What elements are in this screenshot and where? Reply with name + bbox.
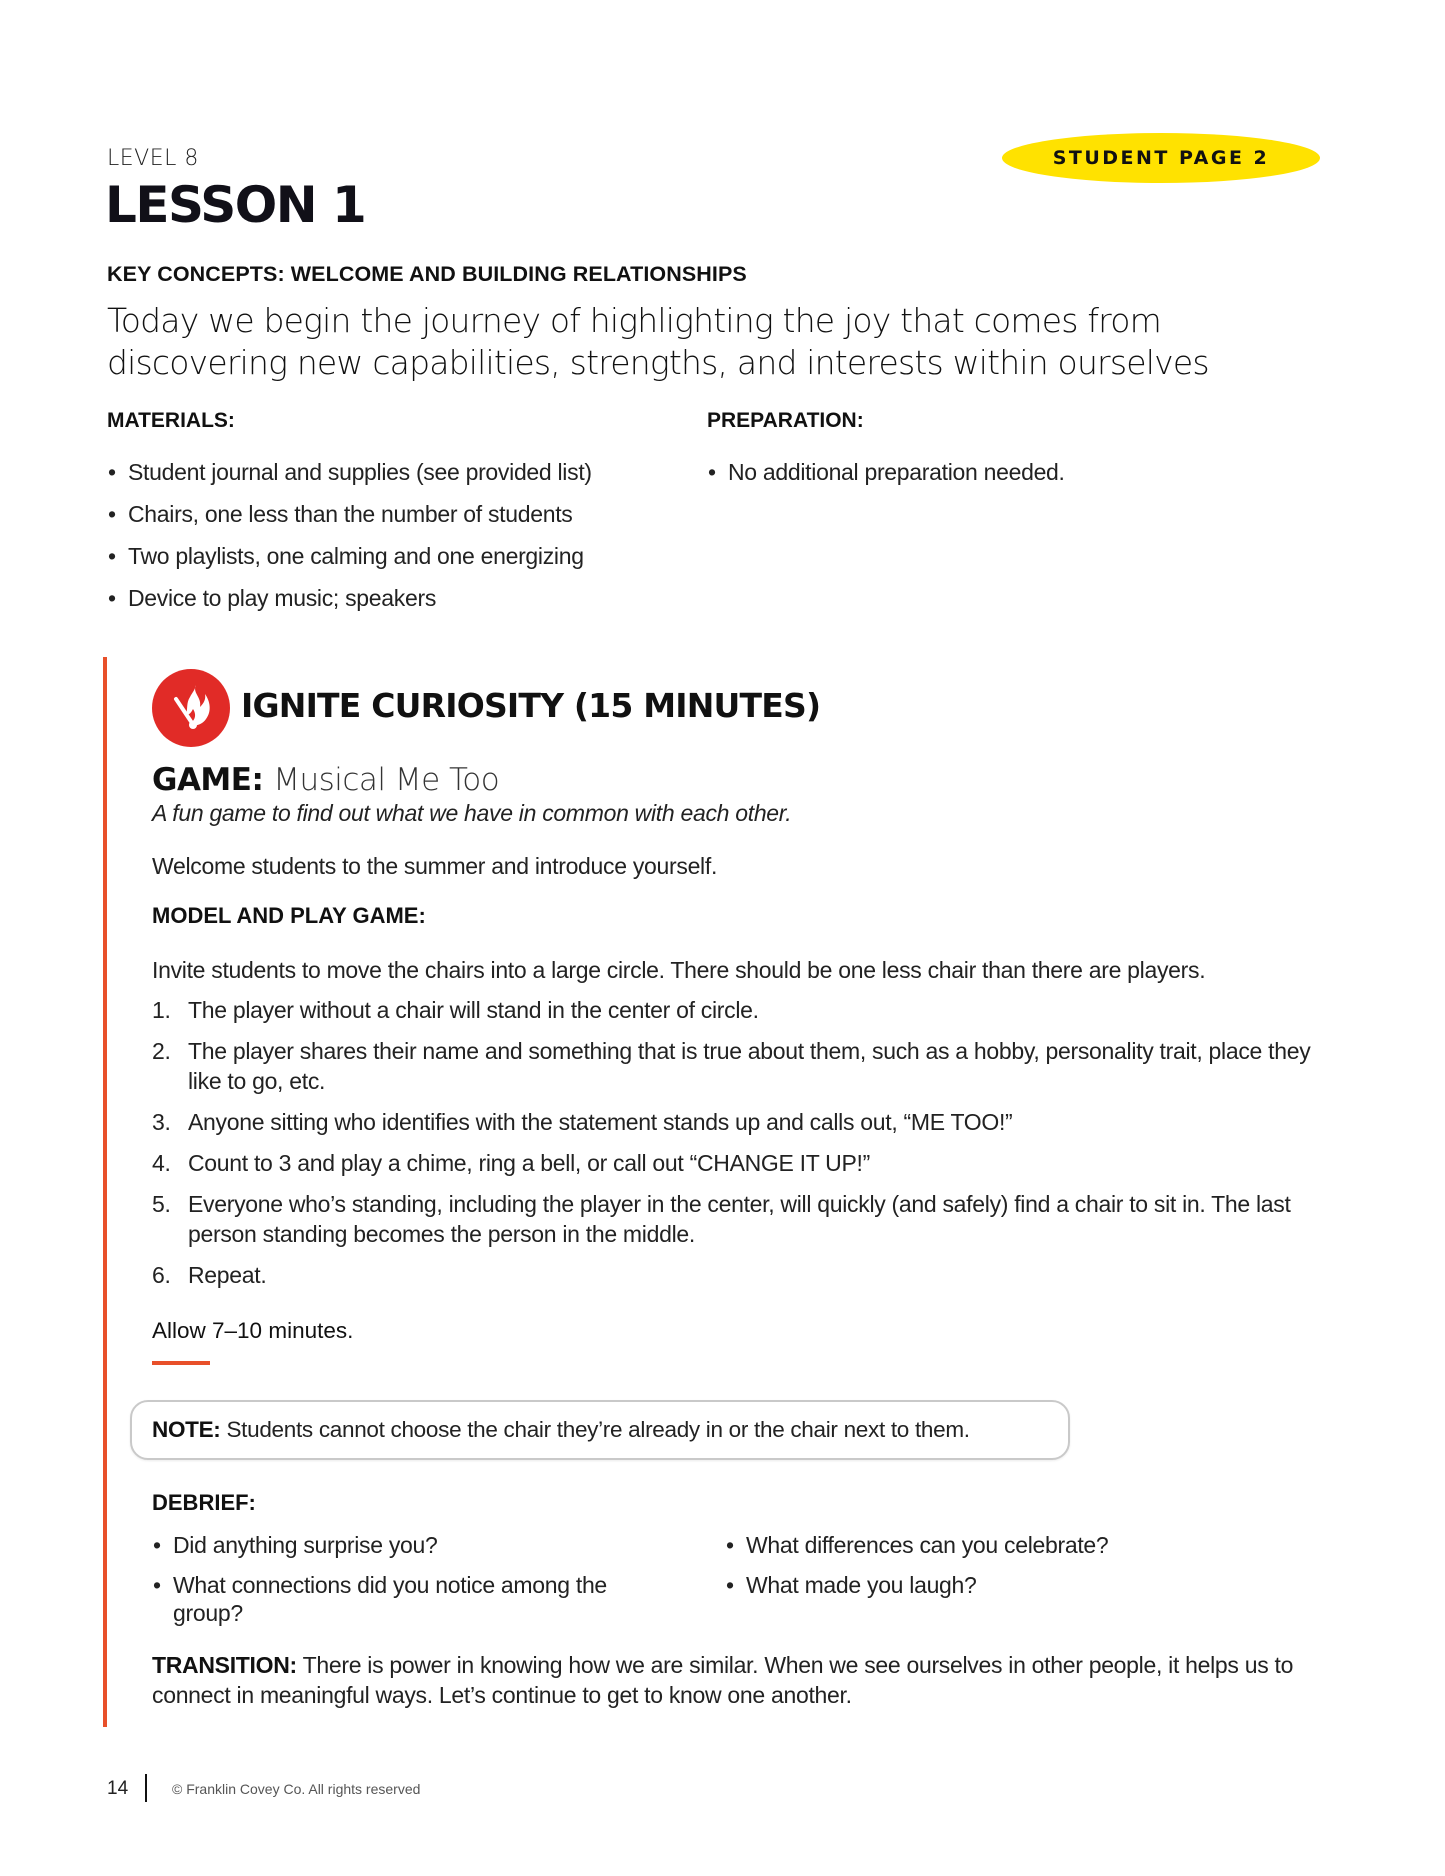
footer-divider bbox=[145, 1774, 147, 1802]
key-concepts: KEY CONCEPTS: WELCOME AND BUILDING RELATIONSHIPS bbox=[107, 262, 747, 286]
divider bbox=[152, 1361, 210, 1365]
list-item: • What made you laugh? bbox=[725, 1571, 1205, 1599]
section-accent-bar bbox=[103, 657, 107, 1727]
step-item: 2. The player shares their name and something that is true about them, such as a hobby, personality trait, place they like to go, etc. bbox=[152, 1038, 1311, 1094]
level-label: LEVEL 8 bbox=[107, 146, 199, 171]
welcome-text: Welcome students to the summer and introduce yourself. bbox=[152, 853, 718, 879]
transition-label: TRANSITION: bbox=[152, 1652, 297, 1678]
debrief-heading: DEBRIEF: bbox=[152, 1490, 256, 1515]
list-item: • What differences can you celebrate? bbox=[725, 1531, 1205, 1559]
note-text: Students cannot choose the chair they’re already in or the chair next to them. bbox=[220, 1417, 970, 1442]
page-number: 14 bbox=[107, 1778, 129, 1799]
step-item: 1. The player without a chair will stand in the center of circle. bbox=[152, 997, 759, 1023]
list-item: • Two playlists, one calming and one energizing bbox=[107, 542, 707, 570]
model-heading: MODEL AND PLAY GAME: bbox=[152, 903, 426, 928]
materials-heading: MATERIALS: bbox=[107, 409, 235, 432]
step-item: 6. Repeat. bbox=[152, 1262, 267, 1288]
debrief-list-right bbox=[725, 1531, 1205, 1611]
invite-text: Invite students to move the chairs into a large circle. There should be one less chair than there are players. bbox=[152, 957, 1206, 983]
game-heading bbox=[152, 762, 499, 798]
list-item: • Chairs, one less than the number of students bbox=[107, 500, 707, 528]
step-item: 5. Everyone who’s standing, including the player in the center, will quickly (and safely) find a chair to sit in. The last person standing becomes the person in the middle. bbox=[152, 1191, 1291, 1247]
preparation-list bbox=[707, 458, 1307, 486]
step-item: 4. Count to 3 and play a chime, ring a bell, or call out “CHANGE IT UP!” bbox=[152, 1150, 870, 1176]
lit-match-icon bbox=[152, 669, 230, 747]
transition-text: There is power in knowing how we are similar. When we see ourselves in other people, it helps us to connect in meaningful ways. Let’s continue to get to know one another. bbox=[152, 1652, 1294, 1708]
game-subtitle: A fun game to find out what we have in common with each other. bbox=[152, 800, 792, 826]
section-title: IGNITE CURIOSITY (15 MINUTES) bbox=[241, 686, 821, 725]
transition-paragraph bbox=[152, 1650, 1332, 1710]
student-page-badge-label: STUDENT PAGE 2 bbox=[1052, 147, 1270, 169]
copyright: © Franklin Covey Co. All rights reserved bbox=[172, 1781, 421, 1797]
step-item: 3. Anyone sitting who identifies with the statement stands up and calls out, “ME TOO!” bbox=[152, 1109, 1013, 1135]
game-name: Musical Me Too bbox=[273, 762, 500, 798]
note-label: NOTE: bbox=[152, 1417, 221, 1442]
materials-list bbox=[107, 458, 707, 626]
list-item: • Student journal and supplies (see provided list) bbox=[107, 458, 707, 486]
list-item: • What connections did you notice among the group? bbox=[152, 1571, 632, 1627]
game-label: GAME: bbox=[152, 762, 264, 798]
lesson-title: LESSON 1 bbox=[105, 176, 366, 234]
list-item: • Did anything surprise you? bbox=[152, 1531, 632, 1559]
student-page-badge bbox=[1002, 133, 1320, 183]
intro-statement: Today we begin the journey of highlighting the joy that comes from discovering new capabilities, strengths, and interests within ourselves bbox=[107, 301, 1209, 382]
list-item: • Device to play music; speakers bbox=[107, 584, 707, 612]
preparation-heading: PREPARATION: bbox=[707, 409, 864, 432]
game-steps bbox=[152, 995, 1332, 1301]
list-item: • No additional preparation needed. bbox=[707, 458, 1307, 486]
allow-time: Allow 7–10 minutes. bbox=[152, 1318, 354, 1343]
note-callout bbox=[130, 1400, 1070, 1460]
debrief-list-left bbox=[152, 1531, 632, 1639]
